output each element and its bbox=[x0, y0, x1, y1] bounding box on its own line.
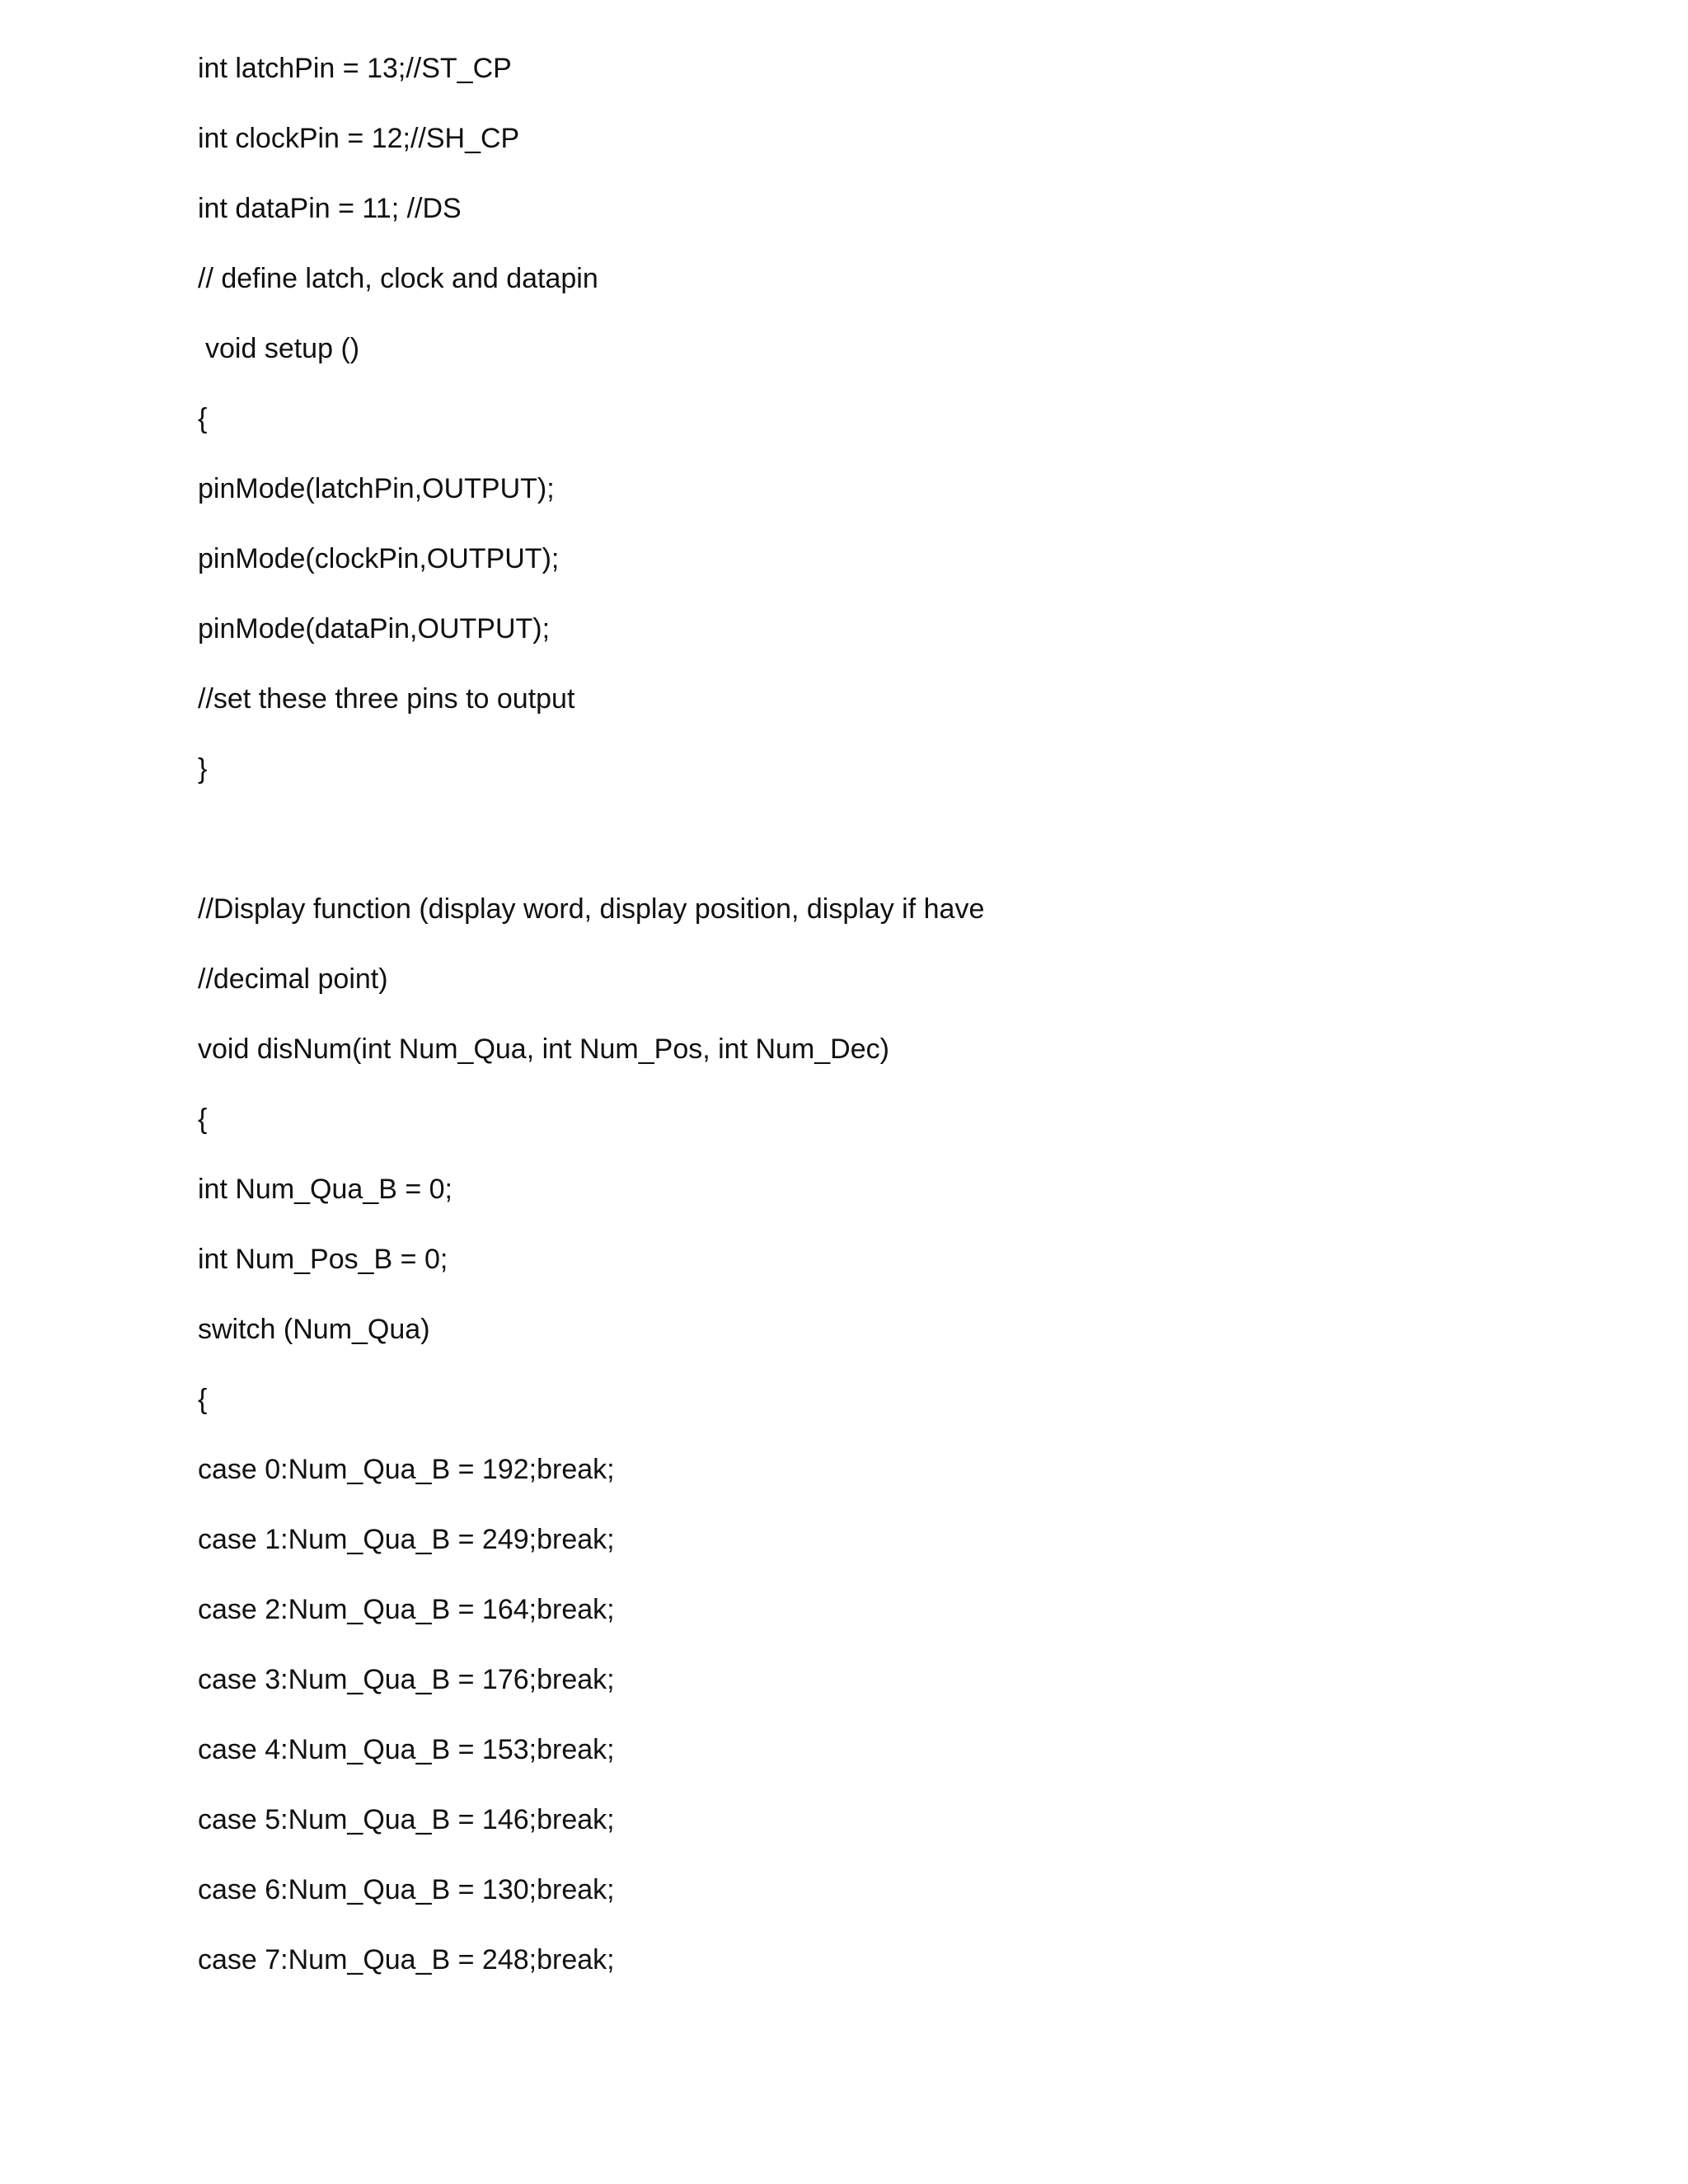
code-line: case 0:Num_Qua_B = 192;break; bbox=[198, 1454, 615, 1485]
code-line: int dataPin = 11; //DS bbox=[198, 193, 462, 224]
code-line: //set these three pins to output bbox=[198, 683, 575, 715]
code-line: case 2:Num_Qua_B = 164;break; bbox=[198, 1594, 615, 1625]
code-line: pinMode(clockPin,OUTPUT); bbox=[198, 543, 560, 574]
code-line: case 7:Num_Qua_B = 248;break; bbox=[198, 1944, 615, 1975]
code-line: case 4:Num_Qua_B = 153;break; bbox=[198, 1734, 615, 1765]
code-line: case 6:Num_Qua_B = 130;break; bbox=[198, 1874, 615, 1905]
code-line: // define latch, clock and datapin bbox=[198, 263, 598, 294]
code-line: int latchPin = 13;//ST_CP bbox=[198, 53, 512, 84]
code-line: //decimal point) bbox=[198, 963, 388, 995]
code-listing bbox=[198, 48, 1599, 2009]
code-line: } bbox=[198, 753, 208, 785]
code-line: { bbox=[198, 403, 208, 434]
code-line: void disNum(int Num_Qua, int Num_Pos, int Num_Dec) bbox=[198, 1033, 889, 1065]
code-line: int clockPin = 12;//SH_CP bbox=[198, 123, 520, 154]
code-line: pinMode(latchPin,OUTPUT); bbox=[198, 473, 555, 504]
code-line: void setup () bbox=[205, 333, 360, 364]
code-line: { bbox=[198, 1384, 208, 1415]
code-line: int Num_Pos_B = 0; bbox=[198, 1244, 448, 1275]
code-line: pinMode(dataPin,OUTPUT); bbox=[198, 613, 551, 644]
code-line: { bbox=[198, 1104, 208, 1135]
code-line: int Num_Qua_B = 0; bbox=[198, 1174, 453, 1205]
code-line: //Display function (display word, display position, display if have bbox=[198, 893, 985, 925]
code-line: switch (Num_Qua) bbox=[198, 1314, 430, 1345]
code-line: case 1:Num_Qua_B = 249;break; bbox=[198, 1524, 615, 1555]
blank-line bbox=[198, 818, 1599, 888]
code-line: case 3:Num_Qua_B = 176;break; bbox=[198, 1664, 615, 1695]
code-line: case 5:Num_Qua_B = 146;break; bbox=[198, 1804, 615, 1835]
